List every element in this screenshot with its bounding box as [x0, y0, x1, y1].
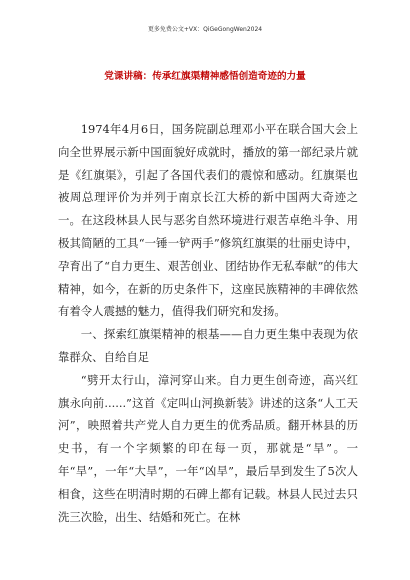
body-paragraph: 1974年4月6日，国务院副总理邓小平在联合国大会上向全世界展示新中国面貌好成就时，播放的第一部纪录片就是《红旗渠》，引起了各国代表们的震惊和感动。红旗渠也被周总理评价为并列于南京长江大桥的新中国两大奇迹之一。在这段林县人民与恶劣自然环境进行艰苦卓绝斗争、用极其简陋的工具“一锤一铲两手”修筑红旗渠的壮丽史诗中，孕育出了“自力更生、艰苦创业、团结协作无私奉献”的伟大精神，如今，在新的历史条件下，这座民族精神的丰碑依然有着令人震撼的魅力，值得我们研究和发扬。 [58, 122, 358, 319]
document-body [58, 118, 358, 528]
section-heading: 一、探索红旗渠精神的根基——自力更生集中表现为依靠群众、自给自足 [58, 327, 358, 364]
body-paragraph: “劈开太行山，漳河穿山来。自力更生创奇迹，高兴红旗永向前......”这首《定叫山河换新装》讲述的这条“人工天河”，映照着共产党人自力更生的优秀品质。翻开林县的历史书，有一个字频繁的印在每一页，那就是“旱”。一年“旱”，一年“大旱”，一年“凶旱”，最后旱到发生了5次人相食，这些在明清时期的石碑上都有记载。林县人民过去只洗三次脸，出生、结婚和死亡。在林 [58, 372, 358, 524]
document-title: 党课讲稿：传承红旗渠精神感悟创造奇迹的力量 [104, 71, 306, 82]
header-note: 更多免费公文+VX：QiGeGongWen2024 [147, 26, 263, 33]
